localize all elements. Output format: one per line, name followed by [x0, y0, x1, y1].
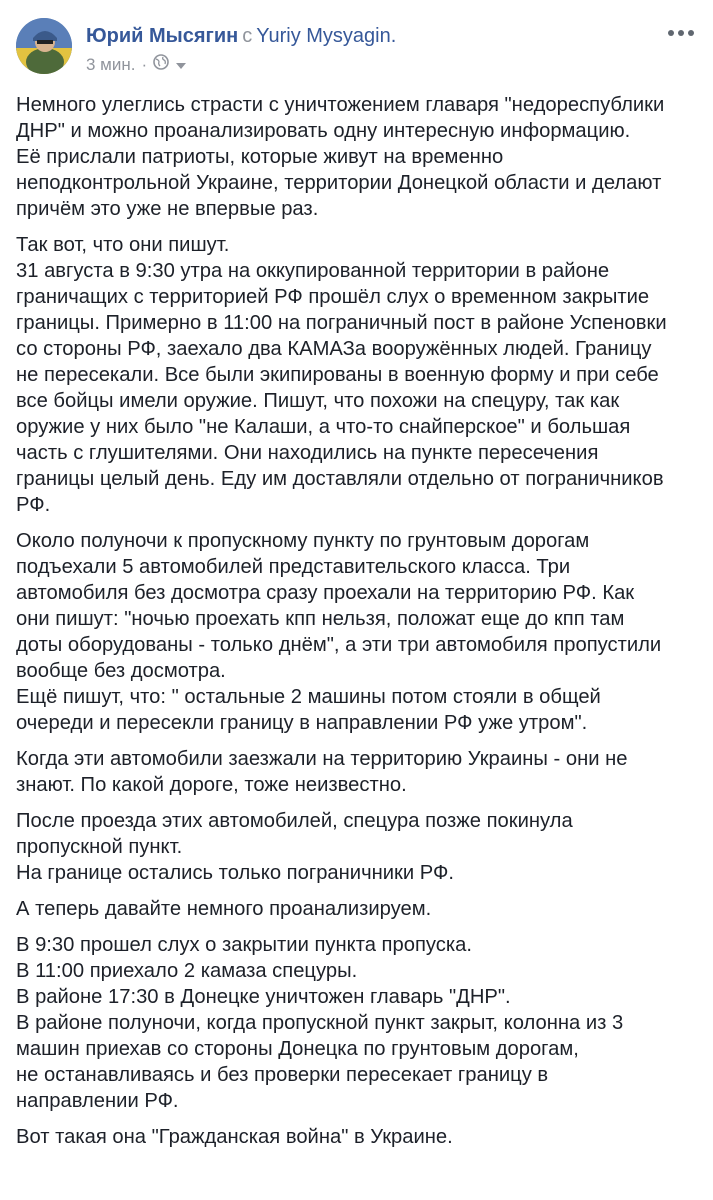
globe-icon[interactable] — [153, 54, 169, 75]
post-text-line: границы целый день. Еду им доставляли отдельно от пограничников — [16, 468, 664, 490]
tagged-page-link[interactable]: Yuriy Mysyagin. — [256, 25, 397, 47]
post-text-line: В районе полуночи, когда пропускной пункт закрыт, колонна из 3 — [16, 1012, 624, 1034]
avatar-image — [16, 18, 72, 74]
post-text-line: Когда эти автомобили заезжали на территорию Украины - они не — [16, 748, 628, 770]
post-text-line: РФ. — [16, 494, 51, 516]
post-text-line: Ещё пишут, что: " остальные 2 машины потом стояли в общей — [16, 686, 601, 708]
ellipsis-icon[interactable] — [667, 26, 695, 38]
post-text-line: не пересекали. Все были экипированы в военную форму и при себе — [16, 364, 659, 386]
post-text-line: часть с глушителями. Они находились на пункте пересечения — [16, 442, 599, 464]
post-text-line: Так вот, что они пишут. — [16, 234, 230, 256]
post-text-line: На границе остались только пограничники РФ. — [16, 862, 454, 884]
timestamp-link[interactable]: 3 мин. — [86, 54, 136, 74]
author-separator: с — [242, 25, 253, 47]
post-text-line: Её прислали патриоты, которые живут на временно — [16, 146, 504, 168]
post-text-line: Около полуночи к пропускному пункту по грунтовым дорогам — [16, 530, 590, 552]
post-text-line: автомобиля без досмотра сразу проехали на территорию РФ. Как — [16, 582, 635, 604]
avatar[interactable] — [16, 18, 72, 74]
post-text-line: ДНР" и можно проанализировать одну интересную информацию. — [16, 120, 631, 142]
post-paragraph — [16, 896, 702, 922]
post-text-line: вообще без досмотра. — [16, 660, 226, 682]
post-text-line: знают. По какой дороге, тоже неизвестно. — [16, 774, 407, 796]
post-text-line: граничащих с территорией РФ прошёл слух о временном закрытие — [16, 286, 650, 308]
timestamp-separator: · — [141, 54, 148, 74]
post-meta — [86, 54, 187, 75]
post-text-line: не останавливаясь и без проверки пересекает границу в — [16, 1064, 549, 1086]
author-name-link[interactable]: Юрий Мысягин — [86, 25, 239, 47]
post-text-line: машин приехав со стороны Донецка по грунтовым дорогам, — [16, 1038, 579, 1060]
post-text-line: все бойцы имели оружие. Пишут, что похожи на спецуру, так как — [16, 390, 620, 412]
post-text-line: В районе 17:30 в Донецке уничтожен главарь "ДНР". — [16, 986, 511, 1008]
post-text-line: 31 августа в 9:30 утра на оккупированной территории в районе — [16, 260, 610, 282]
post-text-line: подъехали 5 автомобилей представительского класса. Три — [16, 556, 571, 578]
post-text-line: очереди и пересекли границу в направлении РФ уже утром". — [16, 712, 588, 734]
post-text-line: причём это уже не впервые раз. — [16, 198, 319, 220]
post-paragraph — [16, 1124, 702, 1150]
post-paragraph — [16, 92, 702, 222]
post-text-line: Немного улеглись страсти с уничтожением главаря "недореспублики — [16, 94, 665, 116]
post-text-line: направлении РФ. — [16, 1090, 179, 1112]
post-text-line: доты оборудованы - только днём", а эти три автомобиля пропустили — [16, 634, 662, 656]
post-text-line: пропускной пункт. — [16, 836, 183, 858]
post-text-line: А теперь давайте немного проанализируем. — [16, 898, 432, 920]
post-text-line: границы. Примерно в 11:00 на пограничный пост в районе Успеновки — [16, 312, 667, 334]
post-text-line: неподконтрольной Украине, территории Донецкой области и делают — [16, 172, 662, 194]
post-paragraph — [16, 528, 702, 736]
post-text-line: В 9:30 прошел слух о закрытии пункта пропуска. — [16, 934, 472, 956]
author-line — [86, 24, 396, 48]
post-paragraph — [16, 808, 702, 886]
post-paragraph — [16, 746, 702, 798]
post-text-line: После проезда этих автомобилей, спецура позже покинула — [16, 810, 573, 832]
post-text-line: В 11:00 приехало 2 камаза спецуры. — [16, 960, 358, 982]
post-text-line: Вот такая она "Гражданская война" в Украине. — [16, 1126, 453, 1148]
chevron-down-icon[interactable] — [175, 55, 187, 75]
post-text-line: оружие у них было "не Калаши, а что-то снайперское" и большая — [16, 416, 631, 438]
post-paragraph — [16, 232, 702, 518]
post-paragraph — [16, 932, 702, 1114]
post-header — [16, 18, 697, 80]
post-text-line: со стороны РФ, заехало два КАМАЗа вооружённых людей. Границу — [16, 338, 652, 360]
post-text-line: они пишут: "ночью проехать кпп нельзя, положат еще до кпп там — [16, 608, 625, 630]
post-body — [16, 92, 702, 1160]
